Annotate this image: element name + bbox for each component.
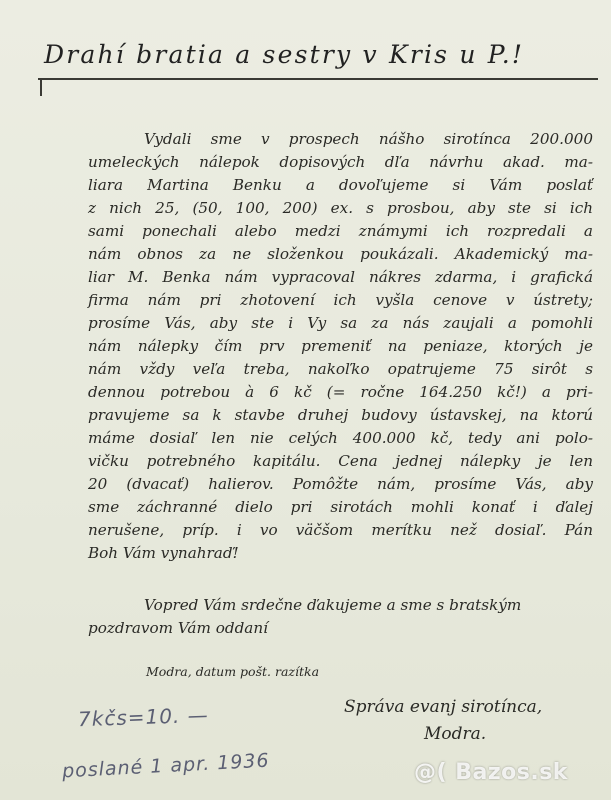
- body-line: sme záchranné dielo pri sirotách mohli konať i ďalej: [88, 498, 593, 516]
- body-line: liar M. Benka nám vypracoval nákres zdarma, i grafická: [88, 268, 593, 286]
- closing-line-1: Vopred Vám srdečne ďakujeme a sme s bratským: [144, 596, 522, 614]
- signature-line-2: Modra.: [424, 724, 487, 744]
- body-paragraph: [88, 128, 593, 565]
- body-line: nám obnos za ne složenkou poukázali. Akademický ma-: [88, 245, 593, 263]
- handwritten-note-price: 7kčs=10. —: [77, 702, 210, 732]
- body-line: liara Martina Benku a dovoľujeme si Vám poslať: [88, 176, 593, 194]
- body-line: umeleckých nálepok dopisových dľa návrhu akad. ma-: [88, 153, 593, 171]
- body-line: Boh Vám vynahraď!: [88, 544, 239, 562]
- body-line: sami ponechali alebo medzi známymi ich rozpredali a: [88, 222, 593, 240]
- body-line: firma nám pri zhotovení ich vyšla cenove v ústrety;: [88, 291, 593, 309]
- body-line: nerušene, príp. i vo väčšom merítku než dosiaľ. Pán: [88, 521, 593, 539]
- letter-heading: Drahí bratia a sestry v Kris u P.!: [44, 40, 525, 69]
- body-line: dennou potrebou à 6 kč (= ročne 164.250 kč!) a pri-: [88, 383, 593, 401]
- signature-line-1: Správa evanj sirotínca,: [344, 697, 543, 717]
- body-line: vičku potrebného kapitálu. Cena jednej nálepky je len: [88, 452, 593, 470]
- body-line: nám vždy veľa treba, nakoľko opatrujeme 75 sirôt s: [88, 360, 593, 378]
- place-date: Modra, datum pošt. razítka: [146, 664, 320, 679]
- corner-mark: [40, 78, 42, 96]
- handwritten-note-sent: poslané 1 apr. 1936: [61, 749, 271, 783]
- body-line: prosíme Vás, aby ste i Vy sa za nás zaujali a pomohli: [88, 314, 593, 332]
- body-line: Vydali sme v prospech nášho sirotínca 200.000: [144, 130, 593, 148]
- body-line: pravujeme sa k stavbe druhej budovy ústavskej, na ktorú: [88, 406, 593, 424]
- signature-block: [344, 694, 542, 748]
- body-line: máme dosiaľ len nie celých 400.000 kč, tedy ani polo-: [88, 429, 593, 447]
- body-line: z nich 25, (50, 100, 200) ex. s prosbou, aby ste si ich: [88, 199, 593, 217]
- body-line: nám nálepky čím prv premeniť na peniaze, ktorých je: [88, 337, 593, 355]
- watermark-logo: @( Bazos.sk: [414, 760, 568, 785]
- letter-body: [88, 128, 593, 565]
- closing-line-2: pozdravom Vám oddaní: [88, 619, 268, 637]
- body-line: 20 (dvacať) halierov. Pomôžte nám, prosíme Vás, aby: [88, 475, 593, 493]
- closing-paragraph: [88, 594, 593, 640]
- heading-rule: [38, 78, 598, 80]
